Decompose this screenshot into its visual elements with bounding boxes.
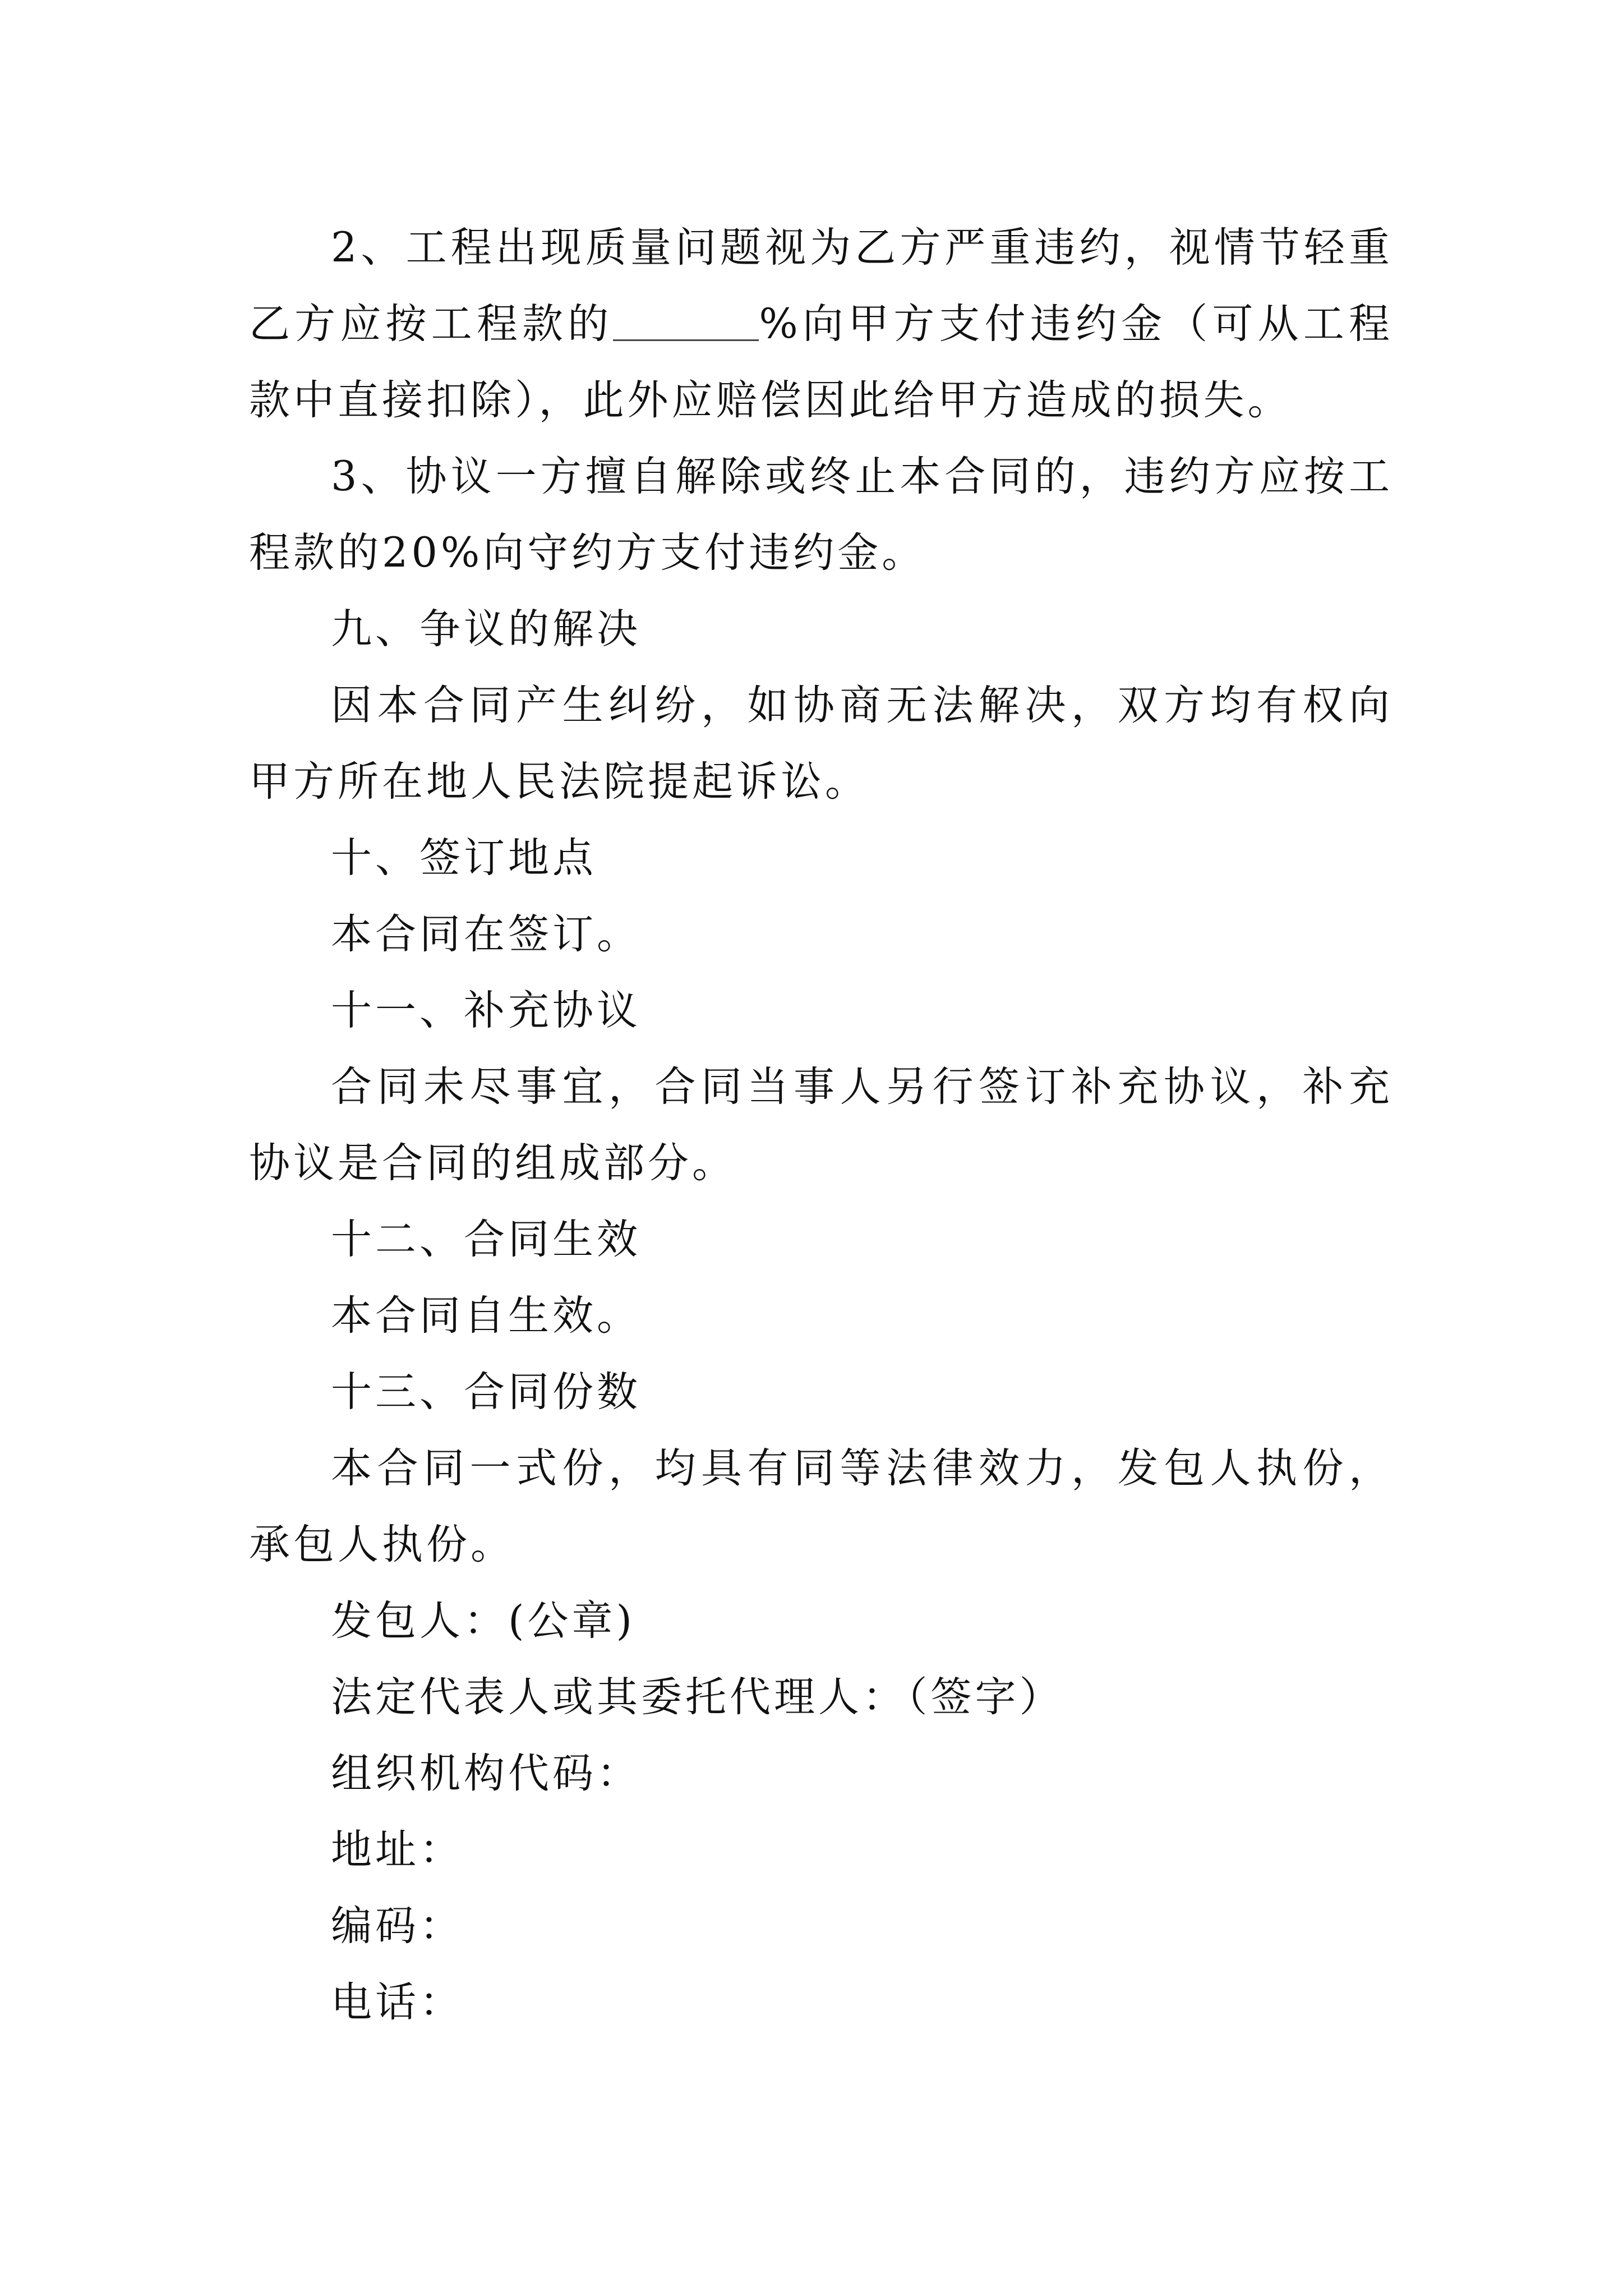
clause-copies: 本合同一式份，均具有同等法律效力，发包人执份，承包人执份。 (249, 1444, 1393, 1568)
percentage-blank (613, 300, 759, 341)
phone-line: 电话： (331, 1978, 464, 2026)
clause-8-2-part2: %向甲方支付违约金（可从工程款中直接扣除），此外应赔偿因此给甲方造成的损失。 (249, 300, 1393, 424)
clause-8-2-part1: 2、工程出现质量问题视为乙方严重违约，视情节轻重乙方应按工程款的 (249, 224, 1393, 348)
heading-signing-place: 十、签订地点 (331, 834, 597, 882)
heading-dispute-resolution: 九、争议的解决 (331, 605, 641, 653)
address-line: 地址： (331, 1826, 464, 1874)
heading-effectiveness: 十二、合同生效 (331, 1216, 641, 1263)
clause-8-2 (249, 210, 1393, 439)
heading-supplementary-agreement: 十一、补充协议 (331, 987, 641, 1034)
document-body (249, 210, 1393, 2041)
clause-dispute-resolution: 因本合同产生纠纷，如协商无法解决，双方均有权向甲方所在地人民法院提起诉讼。 (249, 682, 1393, 806)
organization-code-line: 组织机构代码： (331, 1750, 641, 1797)
postcode-line: 编码： (331, 1902, 464, 1950)
heading-copies: 十三、合同份数 (331, 1368, 641, 1416)
legal-representative-line: 法定代表人或其委托代理人：（签字） (331, 1673, 1064, 1721)
clause-8-3: 3、协议一方擅自解除或终止本合同的，违约方应按工程款的20%向守约方支付违约金。 (249, 453, 1393, 577)
clause-supplementary-agreement: 合同未尽事宜，合同当事人另行签订补充协议，补充协议是合同的组成部分。 (249, 1063, 1393, 1187)
clause-effectiveness: 本合同自生效。 (331, 1292, 641, 1340)
clause-signing-place: 本合同在签订。 (331, 910, 641, 958)
employer-seal-line: 发包人：(公章) (331, 1597, 635, 1645)
